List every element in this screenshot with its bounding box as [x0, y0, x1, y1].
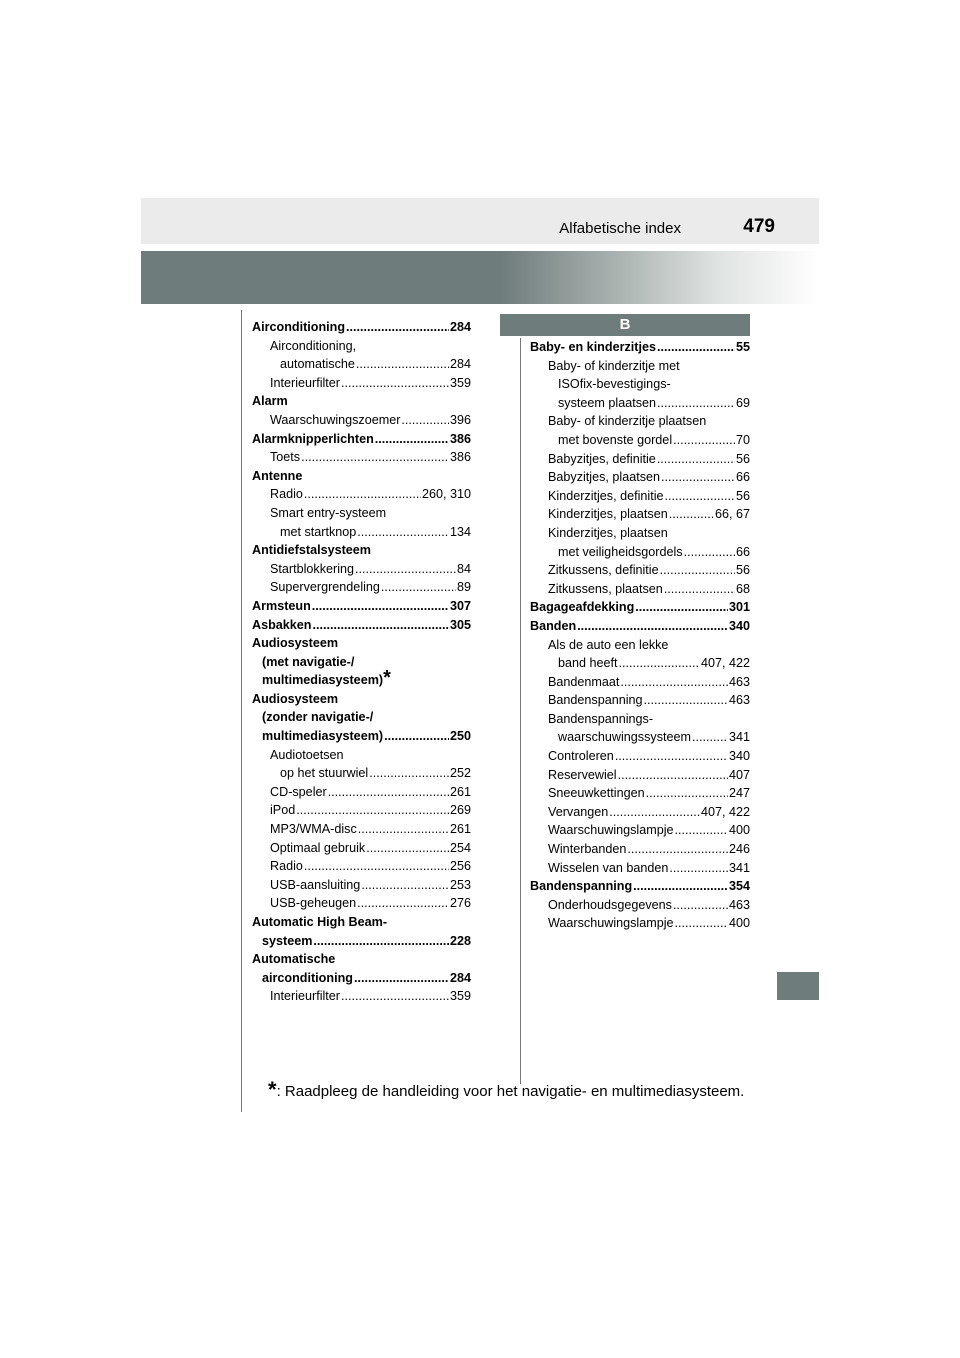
- index-column-left: [252, 318, 471, 1006]
- index-entry: [530, 691, 750, 710]
- leader-dots: [692, 728, 728, 747]
- index-entry: [530, 747, 750, 766]
- index-entry: [252, 969, 471, 988]
- leader-dots: [381, 578, 456, 597]
- entry-text: Asbakken: [252, 617, 312, 632]
- page-reference: 463: [728, 674, 750, 689]
- page-reference: 305: [449, 617, 471, 632]
- page-reference: 386: [449, 431, 471, 446]
- page-reference: 407, 422: [700, 804, 750, 819]
- index-entry: [530, 543, 750, 562]
- index-entry: [530, 412, 750, 431]
- entry-text: systeem plaatsen: [558, 395, 657, 410]
- leader-dots: [301, 448, 449, 467]
- leader-dots: [627, 840, 728, 859]
- leader-dots: [657, 338, 735, 357]
- column-divider: [520, 338, 521, 1084]
- leader-dots: [673, 896, 728, 915]
- page-reference: 250: [449, 729, 471, 744]
- index-entry: [252, 783, 471, 802]
- index-entry: [252, 987, 471, 1006]
- page-reference: 228: [449, 933, 471, 948]
- entry-text: Supervergrendeling: [270, 580, 380, 595]
- entry-text: (met navigatie-/: [262, 654, 355, 669]
- page-reference: 246: [728, 842, 750, 857]
- entry-text: met veiligheidsgordels: [558, 544, 683, 559]
- entry-text: Bandenmaat: [548, 674, 620, 689]
- page-reference: 261: [449, 822, 471, 837]
- index-entry: [530, 431, 750, 450]
- index-entry: [252, 820, 471, 839]
- page-reference: 463: [728, 897, 750, 912]
- leader-dots: [669, 505, 714, 524]
- index-entry: [252, 764, 471, 783]
- index-entry: [530, 505, 750, 524]
- entry-text: CD-speler: [270, 784, 327, 799]
- entry-text: Waarschuwingslampje: [548, 823, 674, 838]
- page-reference: 284: [449, 970, 471, 985]
- index-entry: [530, 487, 750, 506]
- leader-dots: [313, 616, 449, 635]
- page-reference: 252: [449, 766, 471, 781]
- page-reference: 89: [456, 580, 471, 595]
- entry-text: Banden: [530, 618, 577, 633]
- entry-text: Reservewiel: [548, 767, 617, 782]
- entry-text: met bovenste gordel: [558, 432, 673, 447]
- page-reference: 56: [735, 488, 750, 503]
- entry-text: Bandenspanning: [530, 879, 633, 894]
- entry-text: automatische: [280, 357, 355, 372]
- leader-dots: [304, 857, 449, 876]
- index-entry: [252, 616, 471, 635]
- leader-dots: [369, 764, 449, 783]
- entry-text: systeem: [262, 933, 313, 948]
- entry-text: Babyzitjes, definitie: [548, 451, 656, 466]
- page-reference: 407: [728, 767, 750, 782]
- header-band: [141, 251, 819, 304]
- page-reference: 253: [449, 877, 471, 892]
- index-entry: [252, 448, 471, 467]
- index-entry: [252, 318, 471, 337]
- index-entry: [530, 914, 750, 933]
- entry-text: Als de auto een lekke: [548, 637, 669, 652]
- index-entry: [252, 392, 471, 411]
- index-entry: [252, 634, 471, 653]
- index-entry: [530, 375, 750, 394]
- page-reference: 260, 310: [421, 487, 471, 502]
- footnote: [268, 1077, 745, 1102]
- leader-dots: [646, 784, 728, 803]
- entry-text: Waarschuwingszoemer: [270, 412, 401, 427]
- leader-dots: [675, 914, 728, 933]
- index-entry: [252, 523, 471, 542]
- page-reference: 359: [449, 375, 471, 390]
- entry-text: waarschuwingssysteem: [558, 730, 691, 745]
- leader-dots: [341, 987, 449, 1006]
- index-entry: [252, 876, 471, 895]
- entry-text: Toets: [270, 450, 301, 465]
- leader-dots: [665, 487, 735, 506]
- index-entry: [252, 597, 471, 616]
- page-reference: 400: [728, 823, 750, 838]
- leader-dots: [619, 654, 700, 673]
- entry-text: Kinderzitjes, definitie: [548, 488, 664, 503]
- leader-dots: [615, 747, 728, 766]
- entry-text: Antidiefstalsysteem: [252, 543, 371, 558]
- entry-text: Audiotoetsen: [270, 747, 344, 762]
- left-divider: [241, 310, 242, 1112]
- page-reference: 386: [449, 450, 471, 465]
- leader-dots: [357, 894, 449, 913]
- entry-text: Bandenspanning: [548, 693, 643, 708]
- entry-text: Zitkussens, definitie: [548, 563, 659, 578]
- index-entry: [252, 746, 471, 765]
- entry-text: Baby- of kinderzitje plaatsen: [548, 414, 707, 429]
- index-entry: [252, 932, 471, 951]
- leader-dots: [660, 561, 735, 580]
- index-entry: [252, 839, 471, 858]
- chapter-tab: [777, 972, 819, 1000]
- entry-text: Vervangen: [548, 804, 609, 819]
- section-letter-header: B: [500, 314, 750, 336]
- leader-dots: [684, 543, 735, 562]
- leader-dots: [675, 821, 728, 840]
- page-reference: 407, 422: [700, 656, 750, 671]
- footnote-text: : Raadpleeg de handleiding voor het navigatie- en multimediasysteem.: [276, 1083, 745, 1100]
- entry-text: USB-geheugen: [270, 896, 357, 911]
- index-entry: [530, 710, 750, 729]
- index-entry: [252, 467, 471, 486]
- index-entry: [252, 504, 471, 523]
- entry-text: USB-aansluiting: [270, 877, 361, 892]
- entry-text: Automatische: [252, 952, 336, 967]
- leader-dots: [620, 673, 728, 692]
- entry-text: Radio: [270, 859, 303, 874]
- index-entry: [252, 727, 471, 746]
- page-reference: 307: [449, 598, 471, 613]
- index-entry: [530, 766, 750, 785]
- entry-text: Audiosysteem: [252, 636, 339, 651]
- entry-text: multimediasysteem): [262, 673, 384, 688]
- entry-text: Baby- of kinderzitje met: [548, 358, 680, 373]
- entry-text: Onderhoudsgegevens: [548, 897, 672, 912]
- index-entry: [252, 653, 471, 672]
- leader-dots: [366, 839, 449, 858]
- index-entry: [252, 485, 471, 504]
- index-entry: [530, 561, 750, 580]
- page-reference: 66: [735, 470, 750, 485]
- index-entry: [530, 803, 750, 822]
- index-entry: [252, 708, 471, 727]
- page-reference: 69: [735, 395, 750, 410]
- entry-text: Armsteun: [252, 598, 311, 613]
- index-entry: [530, 673, 750, 692]
- leader-dots: [401, 411, 449, 430]
- entry-text: Waarschuwingslampje: [548, 916, 674, 931]
- leader-dots: [375, 430, 449, 449]
- entry-text: Automatic High Beam-: [252, 915, 388, 929]
- page-reference: 341: [728, 860, 750, 875]
- page-reference: 354: [728, 879, 750, 894]
- index-entry: [530, 450, 750, 469]
- entry-text: op het stuurwiel: [280, 766, 369, 781]
- page-reference: 341: [728, 730, 750, 745]
- index-entry: [252, 690, 471, 709]
- entry-text: Alarmknipperlichten: [252, 431, 374, 446]
- page-header: [141, 198, 819, 244]
- entry-text: multimediasysteem): [262, 729, 384, 744]
- leader-dots: [633, 877, 728, 896]
- entry-text: Antenne: [252, 468, 303, 483]
- entry-text: Bagageafdekking: [530, 600, 635, 615]
- index-entry: [530, 617, 750, 636]
- page-reference: 66, 67: [714, 507, 750, 522]
- page-reference: 301: [728, 600, 750, 615]
- leader-dots: [354, 969, 449, 988]
- page-reference: 396: [449, 412, 471, 427]
- index-entry: [530, 654, 750, 673]
- index-entry: [530, 580, 750, 599]
- index-entry: [530, 598, 750, 617]
- page-reference: 56: [735, 563, 750, 578]
- index-entry: [530, 636, 750, 655]
- entry-text: ISOfix-bevestigings-: [558, 377, 671, 392]
- index-entry: [530, 728, 750, 747]
- entry-text: Alarm: [252, 394, 288, 409]
- leader-dots: [635, 598, 728, 617]
- leader-dots: [577, 617, 728, 636]
- index-entry: [530, 394, 750, 413]
- index-entry: [252, 374, 471, 393]
- page-reference: 66: [735, 544, 750, 559]
- page-reference: 70: [735, 432, 750, 447]
- page-reference: 55: [735, 340, 750, 354]
- leader-dots: [313, 932, 449, 951]
- entry-text: Kinderzitjes, plaatsen: [548, 525, 668, 540]
- entry-text: Winterbanden: [548, 842, 627, 857]
- footnote-reference: *: [383, 667, 391, 690]
- leader-dots: [669, 859, 728, 878]
- page-reference: 269: [449, 803, 471, 818]
- page-reference: 340: [728, 618, 750, 633]
- header-title: Alfabetische index: [559, 220, 681, 237]
- leader-dots: [618, 766, 728, 785]
- index-entry: [530, 524, 750, 543]
- index-entry: [530, 877, 750, 896]
- leader-dots: [346, 318, 449, 337]
- entry-text: Zitkussens, plaatsen: [548, 581, 663, 596]
- leader-dots: [358, 820, 449, 839]
- page-reference: 276: [449, 896, 471, 911]
- page-reference: 261: [449, 784, 471, 799]
- footnote-marker: *: [268, 1077, 277, 1102]
- leader-dots: [384, 727, 449, 746]
- page-reference: 84: [456, 561, 471, 576]
- leader-dots: [357, 523, 449, 542]
- index-entry: [530, 784, 750, 803]
- entry-text: Sneeuwkettingen: [548, 786, 645, 801]
- index-column-right: [530, 338, 750, 933]
- entry-text: Controleren: [548, 749, 614, 764]
- entry-text: Baby- en kinderzitjes: [530, 340, 656, 354]
- leader-dots: [657, 394, 735, 413]
- page-reference: 340: [728, 749, 750, 764]
- index-entry: [252, 337, 471, 356]
- index-entry: [530, 357, 750, 376]
- index-entry: [252, 430, 471, 449]
- leader-dots: [361, 876, 449, 895]
- index-entry: [252, 578, 471, 597]
- entry-text: Smart entry-systeem: [270, 505, 387, 520]
- page-number: 479: [743, 216, 775, 237]
- index-entry: [252, 894, 471, 913]
- index-entry: [530, 821, 750, 840]
- index-entry: [252, 667, 471, 690]
- page-reference: 359: [449, 989, 471, 1004]
- index-entry: [530, 896, 750, 915]
- leader-dots: [355, 560, 456, 579]
- entry-text: Radio: [270, 487, 303, 502]
- index-entry: [252, 801, 471, 820]
- entry-text: Bandenspannings-: [548, 711, 654, 726]
- leader-dots: [304, 485, 421, 504]
- entry-text: MP3/WMA-disc: [270, 822, 357, 837]
- page-reference: 254: [449, 840, 471, 855]
- entry-text: Startblokkering: [270, 561, 354, 576]
- leader-dots: [296, 801, 449, 820]
- index-entry: [252, 541, 471, 560]
- index-entry: [252, 857, 471, 876]
- page-reference: 284: [449, 357, 471, 372]
- page-reference: 463: [728, 693, 750, 708]
- page-reference: 56: [735, 451, 750, 466]
- entry-text: Airconditioning: [252, 320, 346, 334]
- page-reference: 68: [735, 581, 750, 596]
- page-reference: 256: [449, 859, 471, 874]
- leader-dots: [356, 355, 449, 374]
- leader-dots: [661, 468, 735, 487]
- entry-text: Audiosysteem: [252, 691, 339, 706]
- index-entry: [252, 950, 471, 969]
- index-entry: [530, 338, 750, 357]
- leader-dots: [312, 597, 449, 616]
- leader-dots: [328, 783, 449, 802]
- index-entry: [252, 560, 471, 579]
- page-reference: 247: [728, 786, 750, 801]
- leader-dots: [644, 691, 728, 710]
- leader-dots: [664, 580, 735, 599]
- page-reference: 134: [449, 524, 471, 539]
- entry-text: Wisselen van banden: [548, 860, 669, 875]
- entry-text: iPod: [270, 803, 296, 818]
- entry-text: met startknop: [280, 524, 357, 539]
- index-entry: [530, 840, 750, 859]
- leader-dots: [657, 450, 735, 469]
- page-reference: 400: [728, 916, 750, 931]
- index-entry: [252, 355, 471, 374]
- entry-text: Interieurfilter: [270, 989, 340, 1004]
- index-entry: [530, 859, 750, 878]
- page-reference: 284: [449, 320, 471, 334]
- entry-text: Babyzitjes, plaatsen: [548, 470, 661, 485]
- entry-text: Airconditioning,: [270, 338, 357, 353]
- entry-text: band heeft: [558, 656, 618, 671]
- index-entry: [530, 468, 750, 487]
- entry-text: Interieurfilter: [270, 375, 340, 390]
- index-entry: [252, 411, 471, 430]
- index-entry: [252, 913, 471, 932]
- entry-text: Kinderzitjes, plaatsen: [548, 507, 668, 522]
- leader-dots: [341, 374, 449, 393]
- leader-dots: [609, 803, 700, 822]
- entry-text: (zonder navigatie-/: [262, 710, 374, 725]
- leader-dots: [673, 431, 735, 450]
- entry-text: airconditioning: [262, 970, 353, 985]
- entry-text: Optimaal gebruik: [270, 840, 366, 855]
